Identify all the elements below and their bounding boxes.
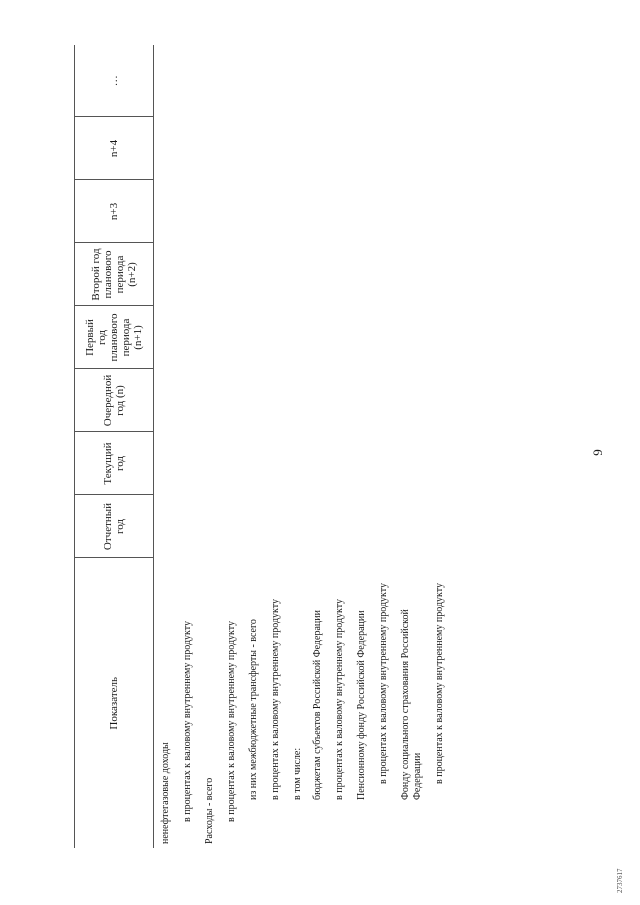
list-item: Фонду социального страхования Российской Федерации [400, 609, 423, 800]
header-indicator: Показатель [75, 558, 154, 848]
header-current-year: Текущий год [75, 432, 154, 495]
list-item: в процентах к валовому внутреннему продукту [378, 583, 389, 784]
list-item: бюджетам субъектов Российской Федерации [312, 610, 323, 800]
list-item: в процентах к валовому внутреннему продукту [182, 621, 193, 822]
list-item: Расходы - всего [204, 777, 215, 844]
list-item: в том числе: [292, 747, 303, 800]
value-cell [154, 495, 457, 558]
list-item: в процентах к валовому внутреннему продукту [334, 599, 345, 800]
list-item: в процентах к валовому внутреннему продукту [270, 599, 281, 800]
value-cell [154, 243, 457, 306]
header-year-n3: n+3 [75, 180, 154, 243]
header-next-year: Очередной год (n) [75, 369, 154, 432]
list-item: ненефтегазовые доходы [160, 742, 171, 844]
header-reporting-year: Отчетный год [75, 495, 154, 558]
value-cell [154, 432, 457, 495]
value-cell [154, 180, 457, 243]
list-item: в процентах к валовому внутреннему продукту [434, 583, 445, 784]
list-item: Пенсионному фонду Российской Федерации [356, 610, 367, 800]
table-header-row [75, 45, 154, 848]
header-plan-year-1: Первый год планового периода (n+1) [75, 306, 154, 369]
page-number: 9 [590, 449, 605, 456]
header-ellipsis: … [75, 45, 154, 117]
list-item: в процентах к валовому внутреннему продукту [226, 621, 237, 822]
value-cell [154, 117, 457, 180]
header-year-n4: n+4 [75, 117, 154, 180]
forecast-table [74, 45, 456, 848]
indicator-list [154, 558, 446, 848]
value-cell [154, 306, 457, 369]
value-cell [154, 45, 457, 117]
header-plan-year-2: Второй год планового периода (n+2) [75, 243, 154, 306]
list-item: из них межбюджетные трансферты - всего [248, 619, 259, 800]
table-body-row [154, 45, 457, 848]
indicator-cell [154, 558, 457, 848]
value-cell [154, 369, 457, 432]
document-code: 2737617 [616, 868, 624, 893]
